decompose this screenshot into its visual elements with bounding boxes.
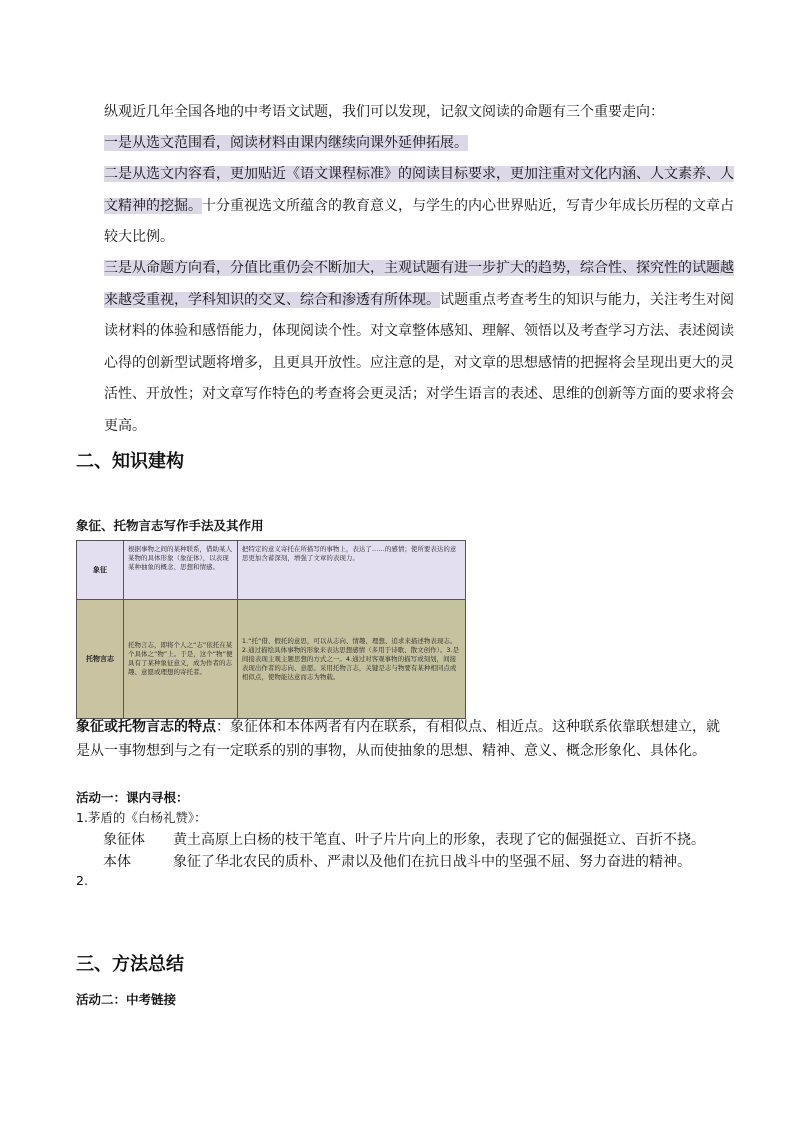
- feature-paragraph: [76, 715, 726, 763]
- section-2-subtitle: 象征、托物言志写作手法及其作用: [76, 518, 264, 533]
- row-key: 象征体: [103, 832, 145, 848]
- feature-label: 象征或托物言志的特点: [76, 719, 216, 735]
- highlight-2: 一是从选文范围看，阅读材料由课内继续向课外延伸拓展。: [104, 135, 468, 151]
- row-key: 本体: [103, 854, 131, 870]
- row-head-symbol: 象征: [77, 541, 124, 600]
- activity-2-title: 活动二：中考链接: [76, 992, 177, 1007]
- section-2-heading: 二、知识建构: [76, 451, 184, 472]
- row-value: 象征了华北农民的质朴、严肃以及他们在抗日战斗中的坚强不屈、努力奋进的精神。: [173, 854, 691, 870]
- intro-paragraph-4: [76, 253, 744, 442]
- table-row-symbol: [77, 541, 466, 600]
- row-head-tuowu: 托物言志: [77, 600, 124, 719]
- item-2: 2.: [76, 873, 88, 888]
- section-3-heading: 三、方法总结: [76, 954, 184, 975]
- symbolism-table: [76, 540, 466, 719]
- tuowu-effect: 1.“托”借、假托的意思，可以从志向、情趣、理想、追求来描述物表现志。2.通过描绘具体事物的形象来表达思想感情（多用于诗歌、散文创作）。3.是间接表现主观主题思想的方式之一。4.通过对客观事物的描写或刻划，间接表现出作者的志向、意愿。采用托物言志，关键是志与物要有某种相同点或相似点，使物能达意而志为物载。: [237, 600, 465, 719]
- item-1-title: 1.茅盾的《白杨礼赞》：: [76, 810, 207, 825]
- list-item: [103, 829, 705, 849]
- highlight-4: 三是从命题方向看，分值比重仍会不断加大，主观试题有进一步扩大的趋势，综合性、探究性的试题越来越受重视，学科知识的交叉、综合和渗透有所体现。: [104, 260, 734, 308]
- table-row-tuowu: [77, 600, 466, 719]
- symbol-definition: 根据事物之间的某种联系，借助某人某物的具体形象（象征体），以表现某种抽象的概念、思想和情感。: [124, 541, 238, 600]
- intro-paragraph-2: [76, 128, 744, 160]
- highlight-3: 二是从选文内容看，更加贴近《语文课程标准》的阅读目标要求，更加注重对文化内涵、人文素养、人文精神的挖掘。: [104, 166, 734, 214]
- intro-paragraph-1: 纵观近几年全国各地的中考语文试题，我们可以发现，记叙文阅读的命题有三个重要走向：: [104, 104, 664, 120]
- intro-paragraph-3-rest: 十分重视选文所蕴含的教育意义，与学生的内心世界贴近，写青少年成长历程的文章占较大比例。: [104, 197, 734, 245]
- row-value: 黄土高原上白杨的枝干笔直、叶子片片向上的形象，表现了它的倔强挺立、百折不挠。: [173, 832, 705, 848]
- feature-text: ：象征体和本体两者有内在联系，有相似点、相近点。这种联系依靠联想建立，就是从一事物想到与之有一定联系的别的事物，从而使抽象的思想、精神、意义、概念形象化、具体化。: [76, 719, 720, 759]
- intro-paragraph-4-rest: 试题重点考查考生的知识与能力，关注考生对阅读材料的体验和感悟能力，体现阅读个性。对文章整体感知、理解、领悟以及考查学习方法、表述阅读心得的创新型试题将增多，且更具开放性。应注意的是，对文章的思想感情的把握将会呈现出更大的灵活性、开放性；对文章写作特色的考查将会更灵活；对学生语言的表述、思维的创新等方面的要求将会更高。: [104, 291, 734, 434]
- list-item: [103, 851, 691, 871]
- symbol-effect: 把特定的意义寄托在所描写的事物上，表达了……的感情；使所要表达的意思更加含蓄深刻，增强了文章的表现力。: [237, 541, 465, 600]
- tuowu-definition: 托物言志，即将个人之“志”依托在某个具体之“物”上。于是，这个“物”便具有了某种象征意义，成为作者的志趣、意愿或理想的寄托者。: [124, 600, 238, 719]
- intro-paragraph-3: [76, 159, 744, 254]
- activity-1-title: 活动一：课内寻根：: [76, 790, 189, 805]
